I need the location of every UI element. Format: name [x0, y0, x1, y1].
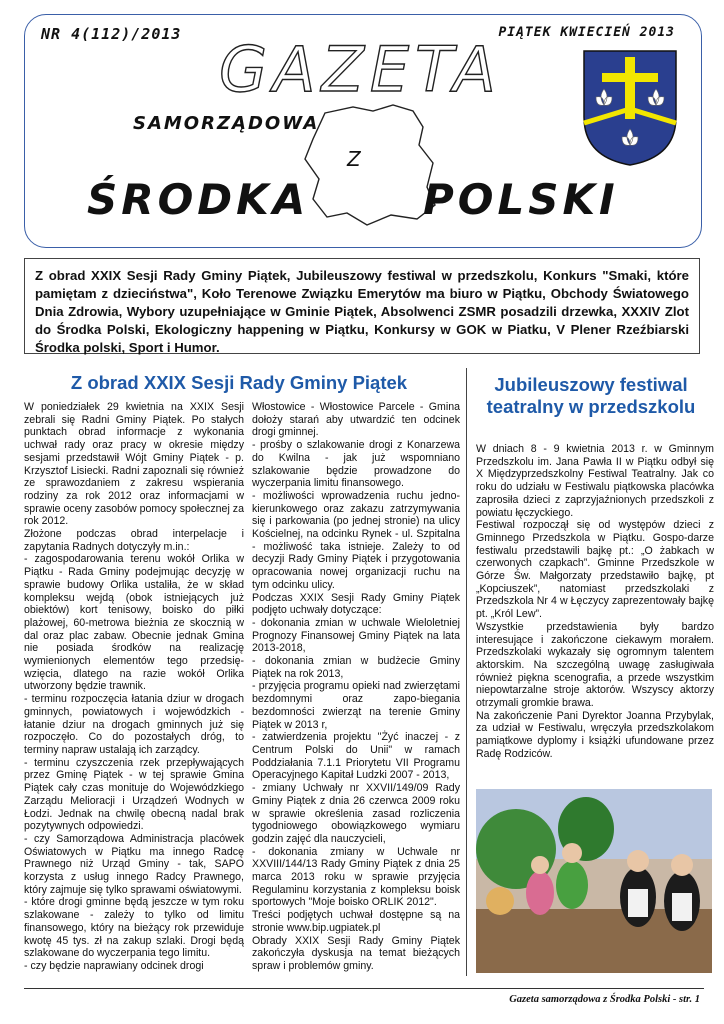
paragraph: Włostowice - Włostowice Parcele - Gmina dołoży starań aby utwardzić ten odcinek drogi gminnej. [252, 401, 460, 439]
article-main-column-1 [24, 401, 244, 973]
masthead-subtitle-z: Z [347, 147, 361, 171]
paragraph: - które drogi gminne będą jeszcze w tym roku szlakowane - zależy to tylko od limitu finansowego, który na bieżący rok przewiduje kwotę 45 tys. zł na zakup szlaki. Drogi będą szlakowane do wyczerpania tego limitu. [24, 896, 244, 960]
paragraph: Festiwal rozpoczął się od występów dzieci z Gminnego Przedszkola w Piątku. Gospo-darze festiwalu przedstawili bajkę pt.: „O żabkach w czerwonych czapkach”. Gminne Przedszkole w Górze Św. Małgorzaty przedstawiło bajkę, pt „Kopciuszek”, natomiast przedszkolaki z Przedszkola Nr 4 w Łęczycy zaprezentowały bajkę pt. „Król Lew”. [476, 519, 714, 621]
paragraph: - czy będzie naprawiany odcinek drogi [24, 959, 204, 972]
paragraph: - terminu rozpoczęcia łatania dziur w drogach gminnych, powiatowych i wojewódzkich - łatanie dziur na drogach gminnych już się rozpoczęło. Co do pozostałych dróg, to terminy napraw ustalają ich zarządcy. [24, 693, 244, 756]
masthead [24, 14, 702, 248]
coat-of-arms-icon [580, 47, 680, 169]
issue-date: PIĄTEK KWIECIEŃ 2013 [498, 25, 675, 40]
paragraph: Podczas XXIX Sesji Rady Gminy Piątek podjęto uchwały dotyczące: [252, 591, 460, 617]
paragraph: Złożone podczas obrad interpelacje i zapytania Radnych dotyczyły m.in.: [24, 528, 244, 553]
paragraph: Obrady XXIX Sesji Rady Gminy Piątek zakończyła dyskusja na temat bieżących spraw i problemów gminy. [252, 934, 460, 972]
paragraph: - zagospodarowania terenu wokół Orlika w Piątku - Rada Gminy podejmując decyzję w sprawie budowy Orlika ustaliła, że w skład kompleksu wejdą (obok istniejących już obiektów) kort tenisowy, boisko do piłki plażowej, 60-metrowa bieżnia ze skocznią w dal oraz plac zabaw. Obecnie jednak Gmina nie posiada środków na realizację wymienionych elementów tego przedsię-wzięcia, dlatego na razie wokół Orlika utworzony będzie trawnik. [24, 553, 244, 693]
masthead-subtitle-1: SAMORZĄDOWA [133, 113, 320, 134]
issue-summary: Z obrad XXIX Sesji Rady Gminy Piątek, Jubileuszowy festiwal w przedszkolu, Konkurs "Smaki, które pamiętam z dzieciństwa", Koło Terenowe Związku Emerytów ma biuro w Piątku, Obchody Światowego Dnia Zdrowia, Wybory uzupełniające w Gminie Piątek, Absolwenci ZSMR posadzili drzewka, XXXIV Zlot do Środka Polski, Ekologiczny happening w Piątku, Konkursy w GOK w Piatku, V Plener Rzeźbiarski Środka polski, Sport i Humor. [24, 258, 700, 354]
column-divider [466, 368, 467, 976]
festival-photo [476, 789, 712, 973]
masthead-subtitle-3: POLSKI [423, 175, 619, 224]
masthead-subtitle-2: ŚRODKA [87, 175, 310, 224]
paragraph: - dokonania zmian w uchwale Wieloletniej Prognozy Finansowej Gminy Piątek na lata 2013-2018, [252, 616, 460, 655]
paragraph: - zmiany Uchwały nr XXVII/149/09 Rady Gminy Piątek z dnia 26 czerwca 2009 roku w sprawie określenia zasad rozliczenia tygodniowego obowiązkowego wymiaru godzin zajęć dla nauczycieli, [252, 782, 460, 845]
paragraph: W dniach 8 - 9 kwietnia 2013 r. w Gminnym Przedszkolu im. Jana Pawła II w Piątku odbył się X Międzyprzedszkolny Festiwal Teatralny. Jak co roku do udziału w Festiwalu piątkowska placówka zaprosiła dzieci z zaprzyjaźnionych przedszkoli z powiatu łęczyckiego. [476, 443, 714, 519]
article-main-column-2 [252, 401, 460, 973]
paragraph: Na zakończenie Pani Dyrektor Joanna Przybylak, za udział w Festiwalu, wręczyła przedszkolakom pamiątkowe dyplomy i książki ufundowane przez Radę Rodziców. [476, 709, 714, 760]
issue-number: NR 4(112)/2013 [41, 25, 182, 43]
article-side-column [476, 443, 714, 761]
paragraph: - zatwierdzenia projektu "Żyć inaczej - z Centrum Polski do Unii" w ramach Poddziałania 7.1.1 Priorytetu VII Programu Operacyjnego Kapitał Ludzki 2007 - 2013, [252, 731, 460, 782]
footer-divider [24, 988, 704, 989]
paragraph: - możliwości wprowadzenia ruchu jedno-kierunkowego oraz zakazu zatrzymywania się i parkowania (po jednej stronie) na ulicy Kościelnej, na odcinku Rynek - ul. Szpitalna - możliwość taka istnieje. Zależy to od decyzji Rady Gminy Piątek i przygotowania opracowania nowej organizacji ruchu na tym odcinku ulicy. [252, 489, 460, 591]
article-side-heading: Jubileuszowy festiwal teatralny w przedszkolu [486, 374, 696, 417]
paragraph: - dokonania zmian w budżecie Gminy Piątek na rok 2013, [252, 655, 460, 680]
masthead-title: GAZETA [219, 33, 502, 106]
page-footer: Gazeta samorządowa z Środka Polski - str. 1 [509, 994, 700, 1005]
paragraph: - dokonania zmiany w Uchwale nr XXVIII/144/13 Rady Gminy Piątek z dnia 25 marca 2013 roku w sprawie przyjęcia Regulaminu korzystania z kompleksu boisk sportowych "Moje boisko ORLIK 2012". [252, 845, 460, 909]
paragraph: Treści podjętych uchwał dostępne są na stronie www.bip.ugpiatek.pl [252, 909, 460, 934]
paragraph: - terminu czyszczenia rzek przepływających przez Gminę Piątek - w tej sprawie Gmina Piątek cały czas monituje do Wojewódzkiego Zarządu Melioracji i Urządzeń Wodnych w Łodzi. Jednak na chwilę obecną nadal brak pozytywnych odpowiedzi. [24, 756, 244, 833]
paragraph: W poniedziałek 29 kwietnia na XXIX Sesji zebrali się Radni Gminy Piątek. Po stałych punktach obrad informacje z wykonania uchwał rady oraz pracy w okresie między sesjami przedstawił Wójt Gminy Piątek - p. Krzysztof Lisiecki. Radni zapoznali się również ze sprawozdaniem z zakresu wspierania rodziny za rok 2012 oraz informacjami w sprawie oceny zasobów pomocy społecznej za rok 2012. [24, 401, 244, 528]
article-main-heading: Z obrad XXIX Sesji Rady Gminy Piątek [70, 372, 408, 393]
paragraph: - przyjęcia programu opieki nad zwierzętami bezdomnymi oraz zapo-biegania bezdomności zwierząt na terenie Gminy Piątek w 2013 r, [252, 680, 460, 731]
paragraph: - czy Samorządowa Administracja placówek Oświatowych w Piątku ma innego Radcę Prawnego niż Urząd Gminy - tak, SAPO korzysta z usług innego Radcy Prawnego, który zajmuje się tylko sprawami oświatowymi. [24, 832, 244, 896]
paragraph: Wszystkie przedstawienia były bardzo interesujące i zakończone ciekawym morałem. Przedszkolaki wykazały się ogromnym talentem aktorskim. Na szczególną uwagę zasługiwała również piękna scenografia, a przede wszystkim niepowtarzalne stroje aktorów. Wszyscy aktorzy otrzymali gromkie brawa. [476, 620, 714, 710]
paragraph: - prośby o szlakowanie drogi z Konarzewa do Kwilna - jak już wspomniano szlakowanie będzie prowadzone do wyczerpania limitu finansowego. [252, 439, 460, 490]
